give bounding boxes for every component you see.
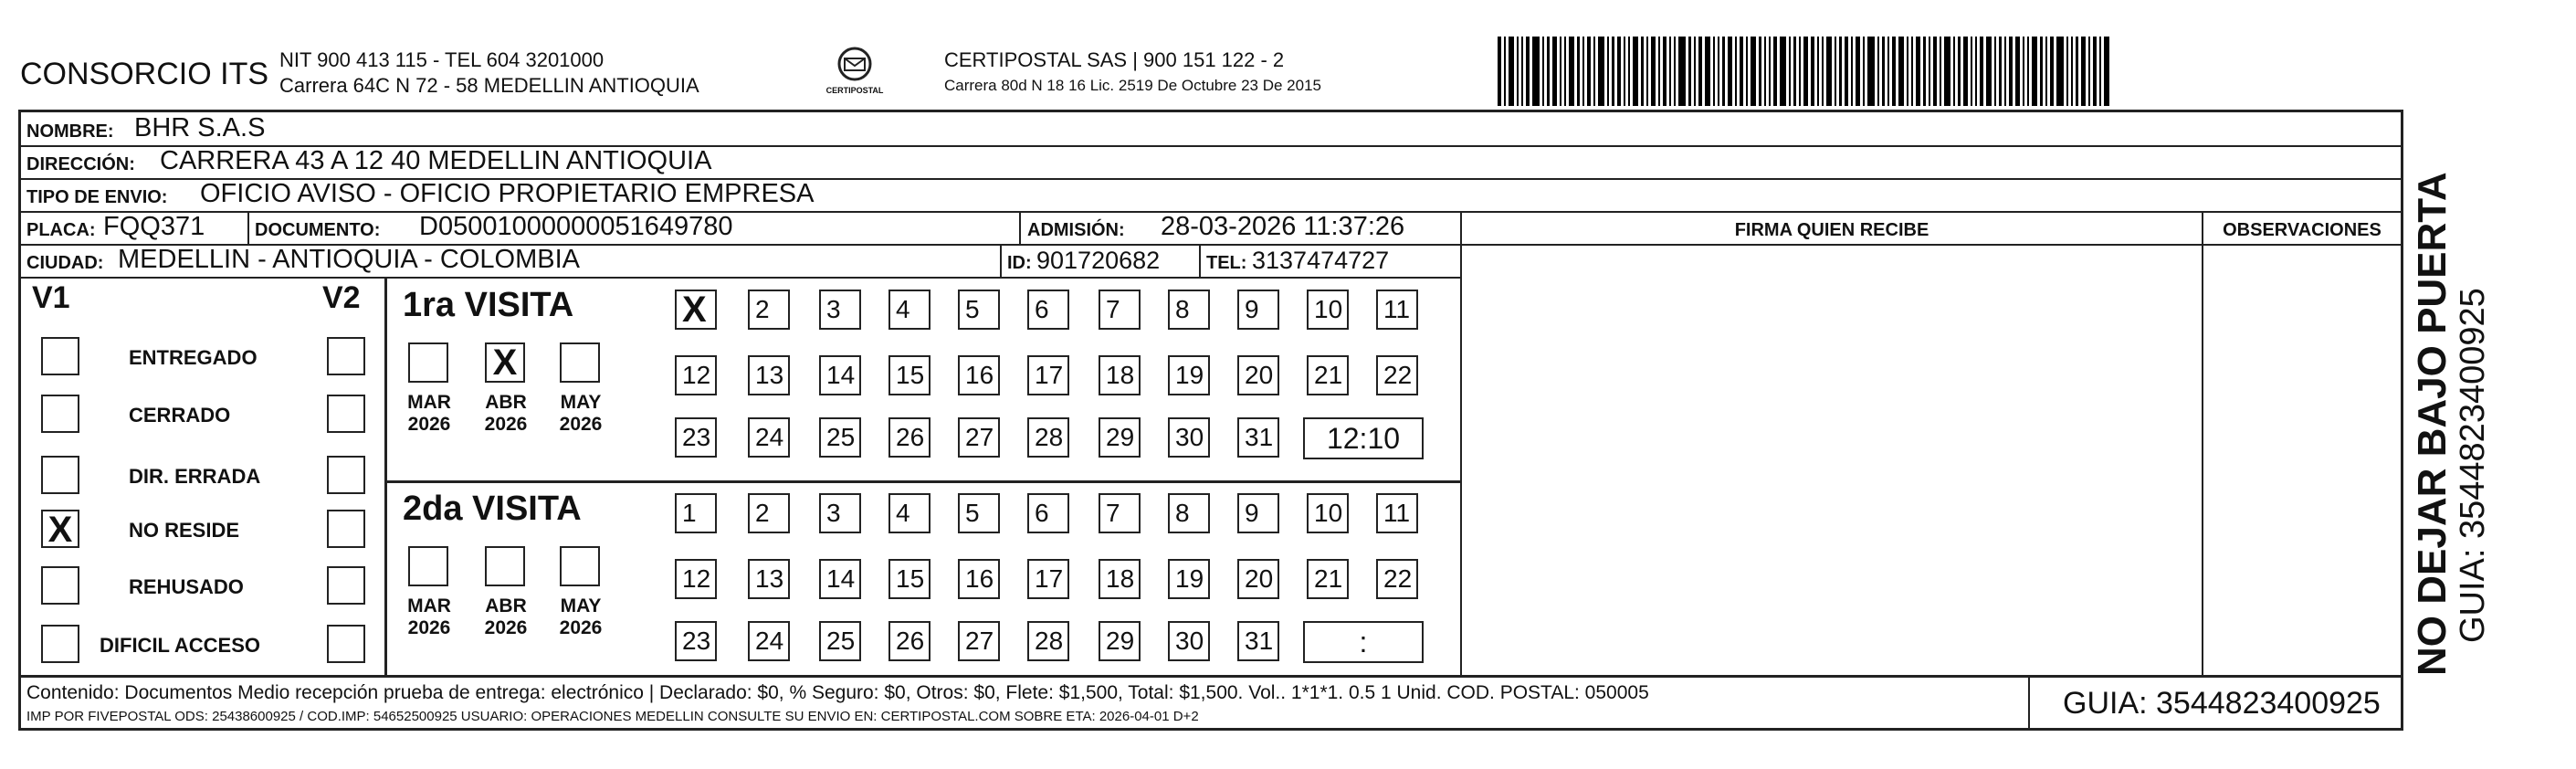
day-box[interactable]: 10	[1307, 290, 1349, 330]
day-box[interactable]: 3	[819, 493, 861, 533]
v2-checkbox[interactable]	[327, 625, 365, 663]
barcode-bar	[1953, 37, 1955, 106]
check-mark: X	[47, 510, 73, 550]
barcode-bar	[1564, 37, 1566, 106]
day-box[interactable]: 23	[675, 621, 717, 661]
envelope-icon	[822, 46, 888, 86]
v1-checkbox[interactable]	[41, 456, 79, 494]
day-box[interactable]: 5	[958, 290, 1000, 330]
barcode-bar	[1851, 37, 1853, 106]
day-box[interactable]: 17	[1027, 355, 1069, 395]
documento-value: D05001000000051649780	[419, 212, 733, 241]
certipostal-address-line: Carrera 80d N 18 16 Lic. 2519 De Octubre 23 De 2015	[944, 77, 1321, 94]
barcode-bar	[1598, 37, 1604, 106]
barcode-bar	[1882, 37, 1885, 106]
day-box[interactable]: 14	[819, 559, 861, 599]
barcode-bar	[1713, 37, 1715, 106]
day-box[interactable]: 17	[1027, 559, 1069, 599]
month-label	[397, 595, 461, 639]
day-box[interactable]: 20	[1237, 559, 1279, 599]
barcode-bar	[1907, 37, 1908, 106]
day-box[interactable]: 19	[1168, 559, 1210, 599]
month-label	[474, 392, 538, 436]
barcode-bar	[1789, 37, 1791, 106]
day-box[interactable]: 15	[888, 355, 931, 395]
barcode-bar	[2093, 37, 2097, 106]
barcode-bar	[1980, 37, 1983, 106]
barcode-bar	[2099, 37, 2101, 106]
status-label: REHUSADO	[129, 575, 244, 598]
day-box[interactable]: 9	[1237, 493, 1279, 533]
delivery-form	[18, 110, 2403, 731]
day-box[interactable]: 31	[1237, 417, 1279, 458]
barcode	[1498, 37, 2182, 106]
barcode-bar	[1746, 37, 1748, 106]
tipo-envio-value: OFICIO AVISO - OFICIO PROPIETARIO EMPRESA	[200, 179, 815, 208]
day-box[interactable]: 8	[1168, 493, 1210, 533]
barcode-bar	[1669, 37, 1671, 106]
direccion-label: DIRECCIÓN:	[26, 154, 135, 174]
day-box[interactable]: 21	[1307, 559, 1349, 599]
tipo-envio-label: TIPO DE ENVIO:	[26, 187, 168, 207]
barcode-bar	[1526, 37, 1530, 106]
day-box[interactable]: 7	[1099, 290, 1141, 330]
barcode-bar	[1560, 37, 1561, 106]
barcode-bar	[2071, 37, 2073, 106]
barcode-bar	[1633, 37, 1638, 106]
barcode-bar	[1835, 37, 1836, 106]
barcode-bar	[1517, 37, 1519, 106]
barcode-bar	[1759, 37, 1761, 106]
day-box[interactable]: 1	[675, 493, 717, 533]
placa-value: FQQ371	[103, 212, 205, 241]
id-label: ID:	[1007, 253, 1032, 273]
barcode-bar	[1940, 37, 1941, 106]
barcode-bar	[1975, 37, 1977, 106]
time-field[interactable]: :	[1303, 621, 1424, 663]
logo-text: CERTIPOSTAL	[825, 86, 884, 95]
day-box[interactable]: 9	[1237, 290, 1279, 330]
company-nit-line: NIT 900 413 115 - TEL 604 3201000	[279, 48, 605, 71]
month-name: MAR	[407, 595, 451, 616]
barcode-bar	[2050, 37, 2054, 106]
day-box[interactable]: 5	[958, 493, 1000, 533]
v1-checkbox[interactable]	[41, 625, 79, 663]
month-checkbox[interactable]	[408, 546, 448, 586]
barcode-bar	[1722, 37, 1725, 106]
barcode-bar	[1651, 37, 1656, 106]
day-box[interactable]: 24	[748, 417, 790, 458]
barcode-bar	[1663, 37, 1667, 106]
month-label	[549, 392, 613, 436]
barcode-bar	[1607, 37, 1609, 106]
admision-value: 28-03-2026 11:37:26	[1161, 212, 1405, 241]
v2-checkbox[interactable]	[327, 337, 365, 375]
month-year: 2026	[407, 617, 451, 638]
day-box[interactable]: 6	[1027, 493, 1069, 533]
barcode-bar	[1887, 37, 1889, 106]
month-name: MAY	[560, 392, 602, 413]
barcode-bar	[1811, 37, 1814, 106]
day-box[interactable]: 20	[1237, 355, 1279, 395]
day-box[interactable]: 12	[675, 559, 717, 599]
barcode-bar	[1769, 37, 1771, 106]
day-box[interactable]: 26	[888, 621, 931, 661]
admision-label: ADMISIÓN:	[1027, 220, 1125, 240]
v2-checkbox[interactable]	[327, 456, 365, 494]
barcode-bar	[2040, 37, 2043, 106]
footer-imp: IMP POR FIVEPOSTAL ODS: 25438600925 / COD.IMP: 54652500925 USUARIO: OPERACIONES MEDELLIN CONSULTE SU ENVIO EN: CERTIPOSTAL.COM SOBRE ETA: 2026-04-01 D+2	[26, 709, 1199, 724]
barcode-bar	[2032, 37, 2037, 106]
barcode-bar	[1817, 37, 1819, 106]
barcode-bar	[1994, 37, 1996, 106]
day-box[interactable]: 4	[888, 290, 931, 330]
guia-number: GUIA: 3544823400925	[2063, 686, 2381, 721]
ciudad-value: MEDELLIN - ANTIOQUIA - COLOMBIA	[118, 245, 580, 274]
month-year: 2026	[407, 414, 451, 435]
day-box[interactable]: 24	[748, 621, 790, 661]
month-checkbox[interactable]	[485, 546, 525, 586]
barcode-bar	[1728, 37, 1732, 106]
company-nit-block	[279, 47, 699, 99]
barcode-bar	[2023, 37, 2024, 106]
visit1-title: 1ra VISITA	[403, 286, 574, 324]
status-label: DIFICIL ACCESO	[100, 634, 261, 657]
side-guia: GUIA: 3544823400925	[2454, 288, 2492, 643]
v1-checkbox[interactable]	[41, 566, 79, 605]
day-box[interactable]: 11	[1376, 290, 1418, 330]
barcode-bar	[1587, 37, 1591, 106]
placa-label: PLACA:	[26, 220, 96, 240]
barcode-bar	[1674, 37, 1676, 106]
day-box[interactable]: 22	[1376, 355, 1418, 395]
barcode-bar	[1688, 37, 1691, 106]
month-year: 2026	[484, 617, 528, 638]
barcode-bar	[1532, 37, 1540, 106]
barcode-bar	[1867, 37, 1875, 106]
company-name: CONSORCIO ITS	[20, 57, 269, 91]
barcode-bar	[1764, 37, 1766, 106]
barcode-bar	[1826, 37, 1832, 106]
day-box[interactable]: 2	[748, 493, 790, 533]
v1-checkbox[interactable]	[41, 395, 79, 433]
barcode-bar	[1923, 37, 1926, 106]
barcode-bar	[1552, 37, 1557, 106]
barcode-bar	[1569, 37, 1574, 106]
barcode-bar	[1898, 37, 1904, 106]
barcode-bar	[1958, 37, 1961, 106]
barcode-bar	[1582, 37, 1584, 106]
barcode-bar	[1593, 37, 1595, 106]
barcode-bar	[2056, 37, 2064, 106]
barcode-bar	[2045, 37, 2047, 106]
day-box[interactable]: 7	[1099, 493, 1141, 533]
status-label: ENTREGADO	[129, 346, 258, 369]
day-box[interactable]: 25	[819, 417, 861, 458]
direccion-value: CARRERA 43 A 12 40 MEDELLIN ANTIOQUIA	[160, 146, 712, 175]
day-box[interactable]: 8	[1168, 290, 1210, 330]
barcode-bar	[2081, 37, 2086, 106]
check-mark: X	[492, 342, 518, 383]
day-box[interactable]: 21	[1307, 355, 1349, 395]
day-box[interactable]: 18	[1099, 559, 1141, 599]
day-box[interactable]: 28	[1027, 417, 1069, 458]
barcode-bar	[1678, 37, 1686, 106]
barcode-bar	[1751, 37, 1756, 106]
barcode-bar	[2004, 37, 2006, 106]
company-address-line: Carrera 64C N 72 - 58 MEDELLIN ANTIOQUIA	[279, 74, 699, 97]
day-box[interactable]: 25	[819, 621, 861, 661]
barcode-bar	[2015, 37, 2020, 106]
certipostal-logo	[822, 46, 888, 102]
day-box[interactable]: 13	[748, 559, 790, 599]
barcode-bar	[1735, 37, 1737, 106]
barcode-bar	[1624, 37, 1625, 106]
day-box[interactable]: 6	[1027, 290, 1069, 330]
v2-checkbox[interactable]	[327, 395, 365, 433]
barcode-bar	[1780, 37, 1786, 106]
v2-checkbox[interactable]	[327, 566, 365, 605]
barcode-bar	[1498, 37, 1501, 106]
barcode-bar	[2027, 37, 2029, 106]
barcode-bar	[2088, 37, 2090, 106]
tel-value: 3137474727	[1252, 247, 1390, 274]
day-box[interactable]: 4	[888, 493, 931, 533]
barcode-bar	[1509, 37, 1514, 106]
barcode-bar	[1856, 37, 1860, 106]
barcode-bar	[1839, 37, 1842, 106]
month-checkbox[interactable]	[408, 342, 448, 383]
barcode-bar	[1929, 37, 1930, 106]
barcode-bar	[1963, 37, 1968, 106]
side-notice	[2411, 172, 2491, 676]
day-box[interactable]: 29	[1099, 417, 1141, 458]
day-box[interactable]: 28	[1027, 621, 1069, 661]
documento-label: DOCUMENTO:	[255, 220, 381, 240]
barcode-bar	[1822, 37, 1824, 106]
barcode-bar	[1803, 37, 1808, 106]
barcode-bar	[2066, 37, 2068, 106]
barcode-bar	[1718, 37, 1719, 106]
visit2-title: 2da VISITA	[403, 490, 582, 528]
day-box[interactable]: 15	[888, 559, 931, 599]
time-field[interactable]: 12:10	[1303, 417, 1424, 459]
barcode-bar	[1542, 37, 1544, 106]
barcode-bar	[1658, 37, 1660, 106]
month-label	[549, 595, 613, 639]
barcode-bar	[1521, 37, 1523, 106]
month-checkbox[interactable]	[485, 342, 525, 383]
no-dejar-bajo-puerta: NO DEJAR BAJO PUERTA	[2410, 172, 2455, 676]
observaciones-header: OBSERVACIONES	[2223, 220, 2381, 240]
v1-checkbox[interactable]	[41, 510, 79, 548]
month-name: MAY	[560, 595, 602, 616]
day-box[interactable]: 26	[888, 417, 931, 458]
day-box[interactable]: 2	[748, 290, 790, 330]
month-year: 2026	[484, 414, 528, 435]
barcode-bar	[1646, 37, 1648, 106]
barcode-bar	[1845, 37, 1848, 106]
v1-checkbox[interactable]	[41, 337, 79, 375]
barcode-bar	[1971, 37, 1972, 106]
firma-header: FIRMA QUIEN RECIBE	[1734, 220, 1929, 240]
barcode-bar	[1892, 37, 1896, 106]
nombre-label: NOMBRE:	[26, 121, 114, 142]
barcode-bar	[1773, 37, 1777, 106]
day-box[interactable]: 18	[1099, 355, 1141, 395]
day-box[interactable]: 16	[958, 355, 1000, 395]
barcode-bar	[1916, 37, 1920, 106]
month-name: ABR	[485, 595, 527, 616]
day-box[interactable]: 31	[1237, 621, 1279, 661]
barcode-bar	[1863, 37, 1865, 106]
barcode-bar	[1547, 37, 1550, 106]
month-label	[397, 392, 461, 436]
barcode-bar	[1641, 37, 1644, 106]
barcode-bar	[1705, 37, 1710, 106]
barcode-bar	[1628, 37, 1630, 106]
barcode-bar	[1740, 37, 1743, 106]
certipostal-info	[944, 47, 1321, 99]
day-box[interactable]: 29	[1099, 621, 1141, 661]
tel-label: TEL:	[1206, 253, 1247, 273]
barcode-bar	[1911, 37, 1913, 106]
barcode-bar	[1944, 37, 1950, 106]
day-box[interactable]: 19	[1168, 355, 1210, 395]
barcode-bar	[2009, 37, 2013, 106]
barcode-bar	[1617, 37, 1621, 106]
barcode-bar	[2076, 37, 2078, 106]
barcode-bar	[1694, 37, 1696, 106]
month-name: ABR	[485, 392, 527, 413]
day-box[interactable]: 16	[958, 559, 1000, 599]
day-box[interactable]: 12	[675, 355, 717, 395]
v1-header: V1	[32, 280, 70, 315]
status-label: CERRADO	[129, 404, 231, 427]
barcode-bar	[1698, 37, 1702, 106]
footer-contenido: Contenido: Documentos Medio recepción prueba de entrega: electrónico | Declarado: $0, % Seguro: $0, Otros: $0, Flete: $1,500, Total: $1,500. Vol.. 1*1*1. 0.5 1 Unid. COD. POSTAL: 050005	[26, 682, 1649, 703]
barcode-bar	[1504, 37, 1506, 106]
v2-header: V2	[322, 280, 361, 315]
day-box[interactable]: 10	[1307, 493, 1349, 533]
day-box[interactable]: 11	[1376, 493, 1418, 533]
month-checkbox[interactable]	[560, 546, 600, 586]
day-box[interactable]: 22	[1376, 559, 1418, 599]
v2-checkbox[interactable]	[327, 510, 365, 548]
day-box[interactable]: 27	[958, 417, 1000, 458]
status-label: NO RESIDE	[129, 519, 240, 542]
barcode-bar	[1577, 37, 1580, 106]
day-box[interactable]: 3	[819, 290, 861, 330]
day-box[interactable]: X	[675, 290, 717, 330]
month-year: 2026	[559, 617, 603, 638]
status-label: DIR. ERRADA	[129, 465, 261, 488]
barcode-bar	[1612, 37, 1614, 106]
barcode-bar	[1799, 37, 1801, 106]
day-box[interactable]: 27	[958, 621, 1000, 661]
month-checkbox[interactable]	[560, 342, 600, 383]
day-box[interactable]: 30	[1168, 621, 1210, 661]
month-label	[474, 595, 538, 639]
barcode-bar	[1999, 37, 2002, 106]
day-box[interactable]: 30	[1168, 417, 1210, 458]
day-box[interactable]: 14	[819, 355, 861, 395]
nombre-value: BHR S.A.S	[134, 113, 266, 142]
day-box[interactable]: 13	[748, 355, 790, 395]
barcode-bar	[1877, 37, 1879, 106]
barcode-bar	[1933, 37, 1937, 106]
barcode-bar	[1793, 37, 1796, 106]
barcode-bar	[2104, 37, 2109, 106]
day-box[interactable]: 23	[675, 417, 717, 458]
month-year: 2026	[559, 414, 603, 435]
certipostal-nit-line: CERTIPOSTAL SAS | 900 151 122 - 2	[944, 48, 1285, 71]
month-name: MAR	[407, 392, 451, 413]
barcode-bar	[1986, 37, 1992, 106]
id-value: 901720682	[1036, 247, 1161, 274]
ciudad-label: CIUDAD:	[26, 253, 104, 273]
